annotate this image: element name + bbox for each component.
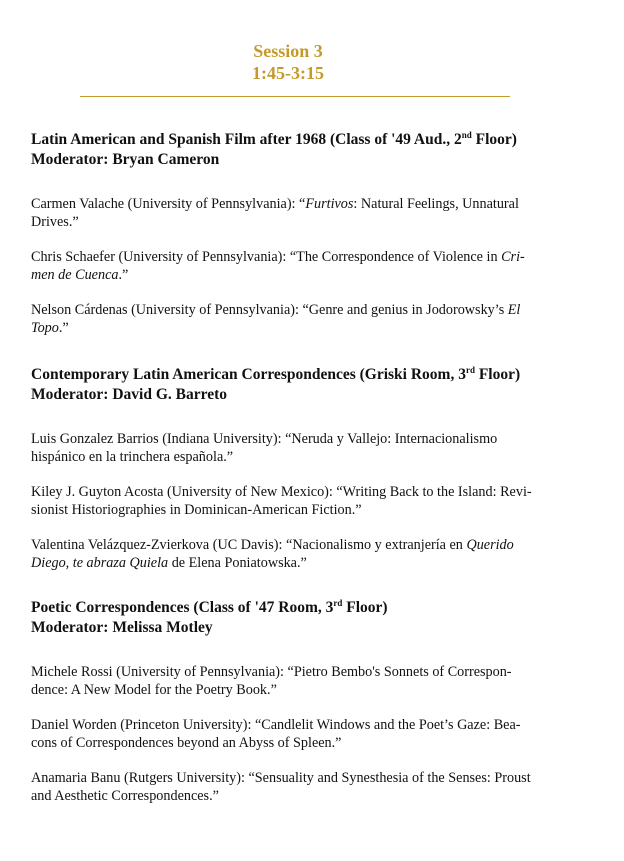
talk-title-italic: Furtivos	[305, 196, 354, 212]
talk-text: Drives.”	[31, 214, 79, 230]
panel-title-text: Latin American and Spanish Film after 1968 (Class of '49 Aud., 2	[31, 131, 462, 148]
talk-text: Daniel Worden (Princeton University): “Candlelit Windows and the Poet’s Gaze: Bea-	[31, 717, 521, 733]
panel-title	[31, 365, 591, 385]
talk-title-italic: Diego, te abraza Quiela	[31, 555, 169, 571]
talk-text: Anamaria Banu (Rutgers University): “Sensuality and Synesthesia of the Senses: Proust	[31, 770, 531, 786]
talk-entry	[31, 301, 581, 337]
floor-ordinal: rd	[465, 365, 475, 375]
panel-title	[31, 598, 591, 618]
session-header	[0, 40, 576, 84]
panel-latin-american-correspondences	[31, 365, 591, 572]
session-time: 1:45-3:15	[252, 63, 324, 83]
talk-text: Kiley J. Guyton Acosta (University of New Mexico): “Writing Back to the Island: Revi-	[31, 484, 532, 500]
panel-poetic-correspondences	[31, 598, 591, 805]
talk-entry	[31, 769, 581, 805]
panel-film	[31, 130, 591, 337]
header-divider	[80, 96, 510, 97]
panel-moderator: Moderator: David G. Barreto	[31, 386, 227, 403]
talk-entry	[31, 663, 581, 699]
talk-text: cons of Correspondences beyond an Abyss of Spleen.”	[31, 735, 342, 751]
panel-title-tail: Floor)	[471, 131, 517, 148]
talk-text: Nelson Cárdenas (University of Pennsylvania): “Genre and genius in Jodorowsky’s	[31, 302, 508, 318]
talk-entry	[31, 716, 581, 752]
talk-title-italic: men de Cuenca	[31, 267, 119, 283]
session-title: Session 3	[253, 41, 323, 61]
talk-entry	[31, 248, 581, 284]
panel-title-text: Contemporary Latin American Correspondences (Griski Room, 3	[31, 366, 466, 383]
talk-text: Luis Gonzalez Barrios (Indiana University): “Neruda y Vallejo: Internacionalismo	[31, 431, 498, 447]
talk-text: hispánico en la trinchera española.”	[31, 449, 234, 465]
floor-ordinal: nd	[461, 130, 472, 140]
talk-title-italic: El	[507, 302, 521, 318]
talk-text: dence: A New Model for the Poetry Book.”	[31, 682, 277, 698]
talk-text: and Aesthetic Correspondences.”	[31, 788, 219, 804]
talk-entry	[31, 195, 581, 231]
talk-title-italic: Cri-	[501, 249, 525, 265]
talk-text: Valentina Velázquez-Zvierkova (UC Davis): “Nacionalismo y extranjería en	[31, 537, 467, 553]
talk-entry	[31, 430, 581, 466]
talk-text: Carmen Valache (University of Pennsylvania): “	[31, 196, 306, 212]
panel-title	[31, 130, 591, 150]
talk-text: .”	[58, 320, 69, 336]
floor-ordinal: rd	[333, 598, 343, 608]
talk-title-italic: Topo	[31, 320, 59, 336]
talk-text: de Elena Poniatowska.”	[168, 555, 307, 571]
talk-entry	[31, 536, 581, 572]
panel-title-tail: Floor)	[342, 599, 388, 616]
panel-moderator: Moderator: Bryan Cameron	[31, 151, 220, 168]
talk-text: Chris Schaefer (University of Pennsylvania): “The Correspondence of Violence in	[31, 249, 502, 265]
talk-entry	[31, 483, 581, 519]
talk-text: .”	[118, 267, 129, 283]
talk-text: Michele Rossi (University of Pennsylvania): “Pietro Bembo's Sonnets of Correspon-	[31, 664, 512, 680]
talk-title-italic: Querido	[466, 537, 514, 553]
panel-title-tail: Floor)	[474, 366, 521, 383]
panel-title-text: Poetic Correspondences (Class of '47 Room, 3	[31, 599, 334, 616]
talk-text: sionist Historiographies in Dominican-American Fiction.”	[31, 502, 362, 518]
panel-moderator: Moderator: Melissa Motley	[31, 619, 213, 636]
talk-text: : Natural Feelings, Unnatural	[353, 196, 519, 212]
